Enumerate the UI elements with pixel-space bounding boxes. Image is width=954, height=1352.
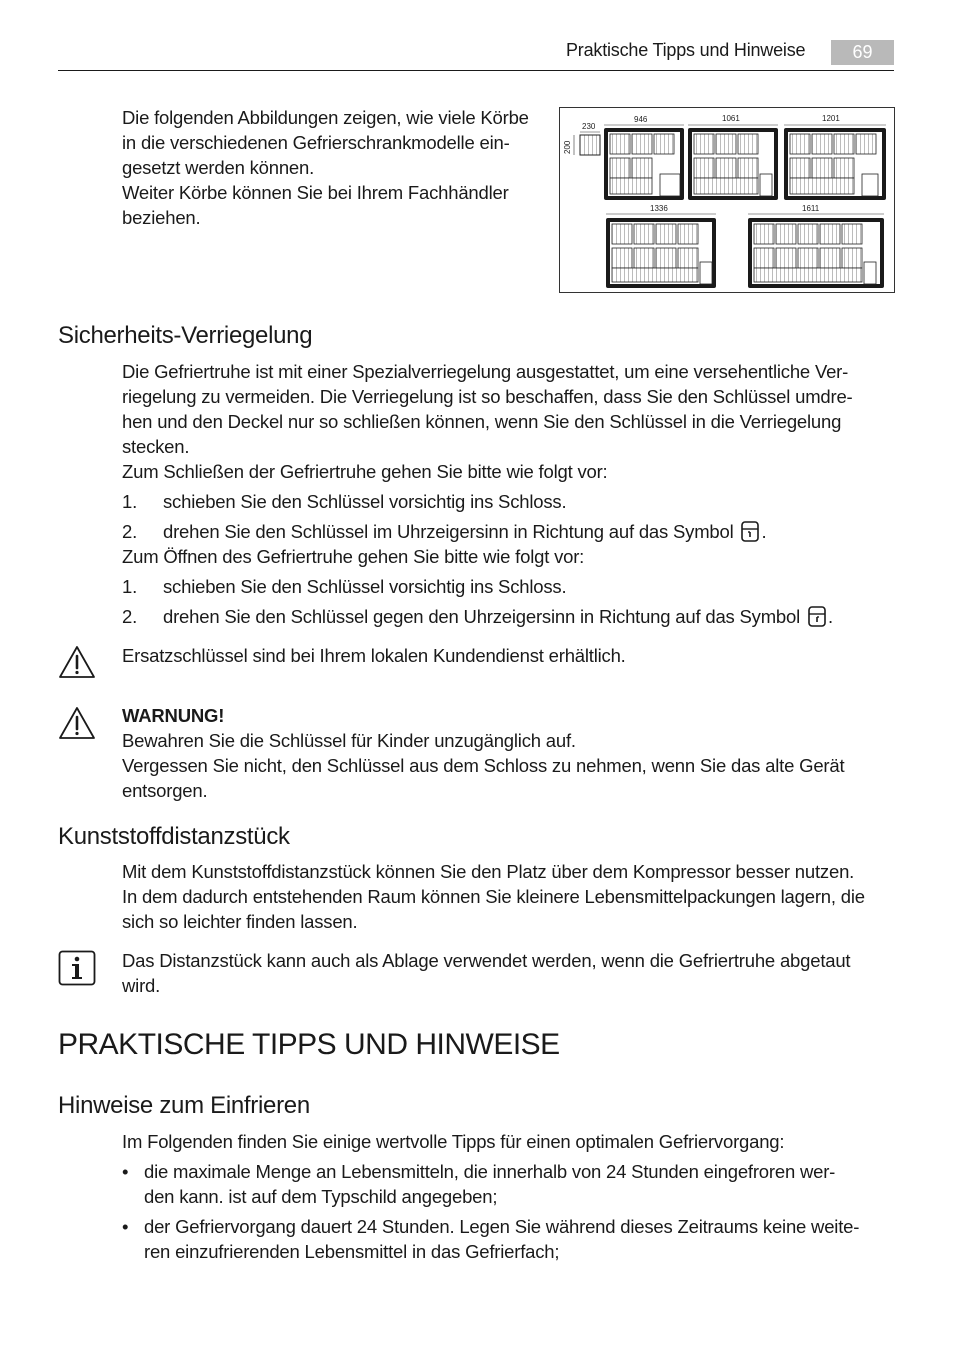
safety-lock-body	[122, 359, 897, 484]
freezing-intro: Im Folgenden finden Sie einige wertvolle Tipps für einen optimalen Gefriervorgang:	[122, 1131, 785, 1152]
list-item	[122, 604, 897, 629]
intro-line: Die folgenden Abbildungen zeigen, wie viele Körbe	[122, 107, 529, 128]
intro-paragraph	[122, 105, 552, 230]
freezing-bullet-list	[122, 1159, 897, 1269]
list-text-end: .	[761, 521, 767, 542]
warning-triangle-icon	[58, 706, 96, 740]
list-item	[122, 519, 897, 544]
list-text-end: .	[827, 606, 833, 627]
safety-lock-line: Die Gefriertruhe ist mit einer Spezialverriegelung ausgestattet, um eine versehentliche Ver-	[122, 361, 849, 382]
dim-200-label: 200	[563, 140, 572, 154]
running-header-title: Praktische Tipps und Hinweise	[566, 40, 806, 60]
bullet-glyph: •	[122, 1161, 129, 1182]
header-rule	[58, 70, 894, 71]
open-steps-list	[122, 574, 897, 629]
close-steps-list	[122, 489, 897, 544]
model-1201-label: 1201	[822, 114, 840, 123]
model-1611-label: 1611	[802, 204, 820, 213]
intro-line: gesetzt werden können.	[122, 157, 315, 178]
intro-line: Weiter Körbe können Sie bei Ihrem Fachhändler	[122, 182, 509, 203]
spacer-line: Mit dem Kunststoffdistanzstück können Sie den Platz über dem Kompressor besser nutzen.	[122, 861, 855, 882]
warning-line: Bewahren Sie die Schlüssel für Kinder unzugänglich auf.	[122, 730, 576, 751]
list-item	[122, 1214, 897, 1269]
info-icon	[58, 950, 96, 986]
page-number: 69	[831, 40, 894, 65]
list-number: 2.	[122, 521, 138, 542]
safety-lock-line: riegelung zu vermeiden. Die Verriegelung ist so beschaffen, dass Sie den Schlüssel umdre-	[122, 386, 853, 407]
list-text: schieben Sie den Schlüssel vorsichtig ins Schloss.	[163, 491, 567, 512]
safety-lock-line: hen und den Deckel nur so schließen können, wenn Sie den Schlüssel in die Verriegelung	[122, 411, 842, 432]
safety-lock-heading: Sicherheits-Verriegelung	[58, 322, 313, 349]
warning-line: entsorgen.	[122, 780, 208, 801]
bullet-line: den kann. ist auf dem Typschild angegeben;	[144, 1186, 498, 1207]
list-item	[122, 1159, 897, 1214]
model-1061-label: 1061	[722, 114, 740, 123]
padlock-open-icon	[808, 606, 826, 627]
list-number: 2.	[122, 606, 138, 627]
list-text: drehen Sie den Schlüssel im Uhrzeigersinn in Richtung auf das Symbol	[163, 521, 734, 542]
info-line: wird.	[122, 975, 161, 996]
list-item	[122, 489, 897, 519]
list-number: 1.	[122, 576, 138, 597]
bullet-glyph: •	[122, 1216, 129, 1237]
intro-line: beziehen.	[122, 207, 201, 228]
close-intro: Zum Schließen der Gefriertruhe gehen Sie bitte wie folgt vor:	[122, 461, 608, 482]
padlock-closed-icon	[741, 521, 759, 542]
intro-line: in die verschiedenen Gefrierschrankmodelle ein-	[122, 132, 510, 153]
list-number: 1.	[122, 491, 138, 512]
safety-lock-line: stecken.	[122, 436, 190, 457]
freezer-basket-diagram	[560, 108, 894, 292]
list-text: drehen Sie den Schlüssel gegen den Uhrzeigersinn in Richtung auf das Symbol	[163, 606, 801, 627]
spacer-line: sich so leichter finden lassen.	[122, 911, 358, 932]
caution-note: Ersatzschlüssel sind bei Ihrem lokalen Kundendienst erhältlich.	[122, 645, 626, 666]
dim-230-label: 230	[582, 122, 596, 131]
freezing-heading: Hinweise zum Einfrieren	[58, 1092, 310, 1119]
warning-line: Vergessen Sie nicht, den Schlüssel aus dem Schloss zu nehmen, wenn Sie das alte Gerät	[122, 755, 845, 776]
model-1336-label: 1336	[650, 204, 668, 213]
freezer-basket-figure	[559, 107, 895, 293]
warning-block	[122, 703, 897, 803]
section-title: PRAKTISCHE TIPPS UND HINWEISE	[58, 1028, 560, 1061]
warning-label: WARNUNG!	[122, 705, 225, 726]
warning-triangle-icon	[58, 645, 96, 679]
info-line: Das Distanzstück kann auch als Ablage verwendet werden, wenn die Gefriertruhe abgetaut	[122, 950, 851, 971]
list-text: schieben Sie den Schlüssel vorsichtig ins Schloss.	[163, 576, 567, 597]
open-intro: Zum Öffnen des Gefriertruhe gehen Sie bitte wie folgt vor:	[122, 546, 585, 567]
bullet-line: ren einzufrierenden Lebensmittel in das Gefrierfach;	[144, 1241, 560, 1262]
spacer-line: In dem dadurch entstehenden Raum können Sie kleinere Lebensmittelpackungen lagern, die	[122, 886, 865, 907]
spacer-body	[122, 859, 897, 934]
bullet-line: der Gefriervorgang dauert 24 Stunden. Legen Sie während dieses Zeitraums keine weite-	[144, 1216, 860, 1237]
info-note	[122, 948, 897, 998]
model-946-label: 946	[634, 115, 648, 124]
bullet-line: die maximale Menge an Lebensmitteln, die innerhalb von 24 Stunden eingefroren wer-	[144, 1161, 836, 1182]
list-item	[122, 574, 897, 604]
spacer-heading: Kunststoffdistanzstück	[58, 823, 290, 850]
